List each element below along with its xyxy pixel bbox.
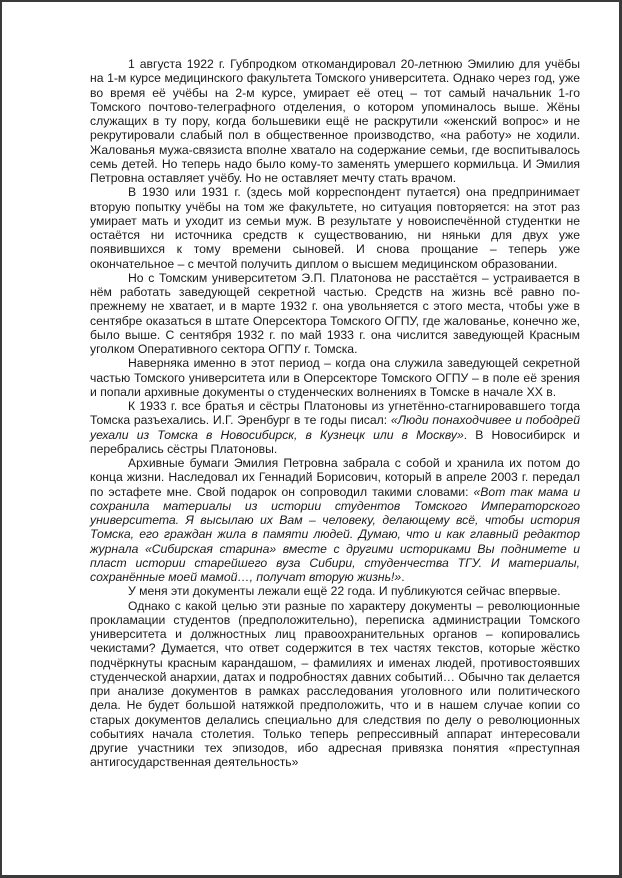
italic-quote: «Вот так мама и сохранила материалы из истории студентов Томского Императорского университета. Я высылаю их Вам – человеку, делающему всё, чтобы история Томска, его граждан жила в памяти людей. Думаю, что и как главный редактор журнала «Сибирская старина» вместе с другими историками Вы поднимете и пласт истории старейшего вуза Сибири, студенчества ТГУ. И материалы, сохранённые моей мамой…, получат вторую жизнь!» — [90, 484, 581, 584]
paragraph-text: В 1930 или 1931 г. (здесь мой корреспондент путается) она предпринимает вторую попытку учёбы на том же факультете, но ситуация повторяется: на этот раз умирает мать и уходит из семьи муж. В результате у новоиспечённой студентки не остаётся ни источника средств к существованию, ни няньки для двух уже появившихся к тому времени сыновей. И снова прощание – теперь уже окончательное – с мечтой получить диплом о высшем медицинском образовании. — [90, 185, 580, 271]
document-body — [90, 57, 580, 770]
paragraph-text: Архивные бумаги Эмилия Петровна забрала с собой и хранила их потом до конца жизни. Наследовал их Геннадий Борисович, который в апреле 2003 г. передал по эстафете мне. Свой подарок он сопроводил такими словами: — [90, 456, 580, 499]
document-page — [2, 2, 619, 875]
italic-quote: «Люди понаходчивее и пободрей уехали из Томска в Новосибирск, в Кузнецк или в Москву» — [90, 413, 580, 442]
paragraph — [90, 271, 580, 357]
paragraph-text: Однако с какой целью эти разные по характеру документы – революционные прокламации студентов (предположительно), переписка администрации Томского университета и должностных лиц правоохранительных органов – копировались чекистами? Думается, что ответ содержится в тех частях текстов, которые жёстко подчёркнуты красным карандашом, – фамилиях и именах людей, противостоявших студенческой анархии, датах и подробностях давних событий… Обычно так делается при анализе документов в рамках расследования уголовного или политического дела. Не будет большой натяжкой предположить, что и в нашем случае копии со старых документов делались специально для следствия по делу о революционных событиях начала столетия. Только теперь репрессивный аппарат интересовали другие участники тех эпизодов, ибо адресная привязка понятия «преступная антигосударственная деятельность» — [90, 598, 580, 770]
paragraph — [90, 185, 580, 271]
paragraph-text: Наверняка именно в этот период – когда она служила заведующей секретной частью Томского университета или в Оперсекторе Томского ОГПУ – в поле её зрения и попали архивные документы о студенческих волнениях в Томске в начале XX в. — [90, 356, 580, 399]
paragraph — [90, 57, 580, 185]
paragraph — [90, 456, 580, 584]
paragraph — [90, 599, 580, 770]
paragraph — [90, 399, 580, 456]
paragraph — [90, 584, 580, 598]
paragraph-text: У меня эти документы лежали ещё 22 года. И публикуются сейчас впервые. — [128, 584, 561, 599]
paragraph-text: . — [401, 570, 405, 584]
paragraph-text: Но с Томским университетом Э.П. Платонова не расстаётся – устраивается в нём работать заведующей секретной частью. Средств на жизнь всё равно по-прежнему не хватает, и в марте 1932 г. она увольняется с этого места, чтобы уже в сентябре оказаться в штате Оперсектора Томского ОГПУ, где жалованье, конечно же, было выше. С сентября 1932 г. по май 1933 г. она числится заведующей Красным уголком Оперативного сектора ОГПУ г. Томска. — [90, 270, 580, 356]
paragraph-text: К 1933 г. все братья и сёстры Платоновы из угнетённо-стагнировавшего тогда Томска разъехались. И.Г. Эренбург в те годы писал: — [90, 399, 580, 428]
paragraph-text: . В Новосибирск и перебрались сёстры Платоновы. — [90, 427, 580, 456]
paragraph-text: 1 августа 1922 г. Губпродком откомандировал 20-летнюю Эмилию для учёбы на 1-м курсе медицинского факультета Томского университета. Однако через год, уже во время её учёбы на 2-м курсе, умирает её отец – тот самый начальник 1-го Томского почтово-телеграфного отделения, о котором упоминалось выше. Жёны служащих в ту пору, когда большевики ещё не раскрутили «женский вопрос» и не рекрутировали слабый пол в общественное производство, «на работу» не ходили. Жалованья мужа-связиста вполне хватало на содержание семьи, где воспитывалось семь детей. Но теперь надо было кому-то заменять умершего кормильца. И Эмилия Петровна оставляет учёбу. Но не оставляет мечту стать врачом. — [90, 57, 580, 185]
paragraph — [90, 356, 580, 399]
